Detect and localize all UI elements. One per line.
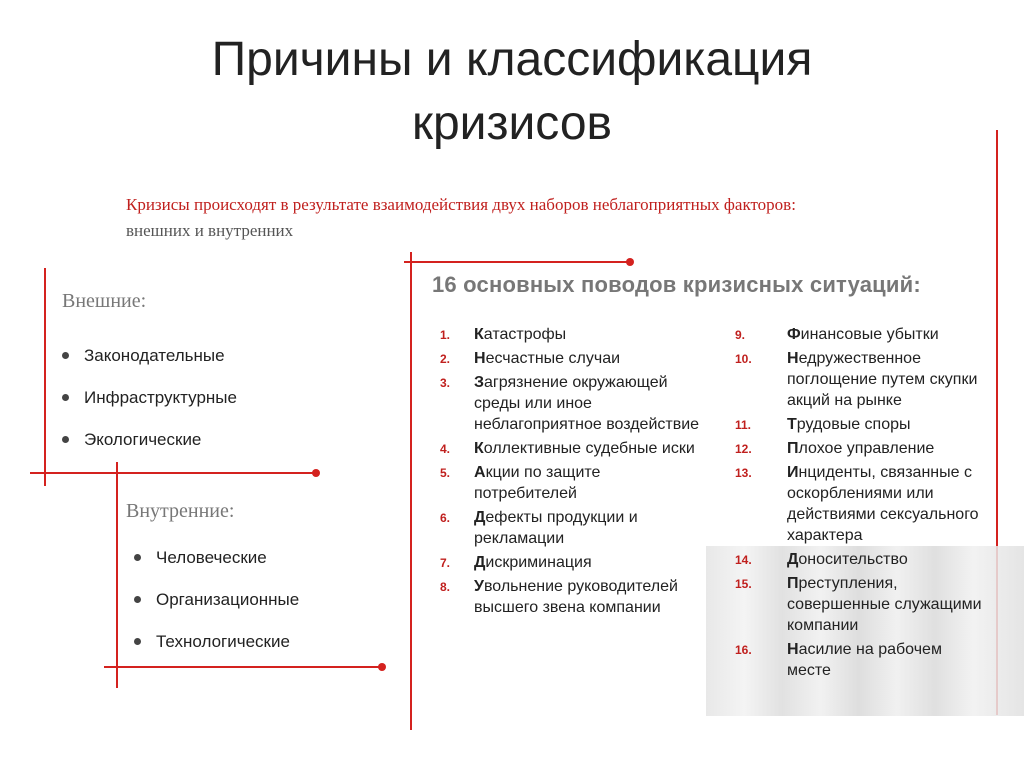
title-line-1: Причины и классификация (211, 33, 813, 86)
list-item: 15. Преступления, совершенные служащими компании (735, 575, 982, 634)
bullet-icon (134, 554, 141, 561)
list-item: 8. Увольнение руководителей высшего звена компании (440, 578, 678, 616)
list-item: 5. Акции по защите потребителей (440, 464, 601, 502)
list-item: 4. Коллективные судебные иски (440, 440, 695, 457)
bullet-icon (134, 596, 141, 603)
list-item: 3. Загрязнение окружающей среды или иное неблагоприятное воздействие (440, 374, 700, 433)
internal-list (134, 548, 299, 674)
external-dot (312, 469, 320, 477)
intro-red: Кризисы происходят в результате взаимодействия двух наборов неблагоприятных факторов: (126, 195, 796, 214)
list-item: 6. Дефекты продукции и рекламации (440, 509, 638, 547)
reasons-list-left (440, 324, 702, 621)
internal-red-line (116, 462, 118, 688)
list-item: 7. Дискриминация (440, 554, 592, 571)
center-top-line (404, 261, 630, 263)
external-heading: Внешние: (62, 290, 147, 312)
reasons-title: 16 основных поводов кризисных ситуаций: (432, 272, 921, 297)
list-item: 16. Насилие на рабочем месте (735, 641, 942, 679)
internal-heading: Внутренние: (126, 500, 235, 522)
bullet-icon (62, 436, 69, 443)
center-dot (626, 258, 634, 266)
list-item: 10. Недружественное поглощение путем скупки акций на рынке (735, 350, 978, 409)
list-item: 9. Финансовые убытки (735, 326, 939, 343)
list-item: 14. Доносительство (735, 551, 908, 568)
intro-grey: внешних и внутренних (126, 221, 294, 240)
list-item: 12. Плохое управление (735, 440, 935, 457)
list-item: 1. Катастрофы (440, 326, 567, 343)
bullet-icon (62, 394, 69, 401)
bullet-icon (134, 638, 141, 645)
list-item: 2. Несчастные случаи (440, 350, 621, 367)
external-list (62, 346, 237, 472)
list-item: 11. Трудовые споры (735, 416, 911, 433)
left-red-line (44, 268, 46, 486)
intro-text (126, 192, 1006, 244)
center-red-line (410, 252, 412, 730)
reasons-list-right (735, 324, 990, 684)
list-item: Инфраструктурные (62, 388, 237, 430)
list-item: Законодательные (62, 346, 237, 388)
list-item: Экологические (62, 430, 237, 472)
bullet-icon (62, 352, 69, 359)
list-item: Человеческие (134, 548, 299, 590)
external-bottom-line (30, 472, 318, 474)
title-line-2: кризисов (411, 97, 613, 150)
page-title (0, 28, 1024, 156)
list-item: Технологические (134, 632, 299, 674)
internal-dot (378, 663, 386, 671)
list-item: Организационные (134, 590, 299, 632)
list-item: 13. Инциденты, связанные с оскорблениями или действиями сексуального характера (735, 464, 979, 544)
